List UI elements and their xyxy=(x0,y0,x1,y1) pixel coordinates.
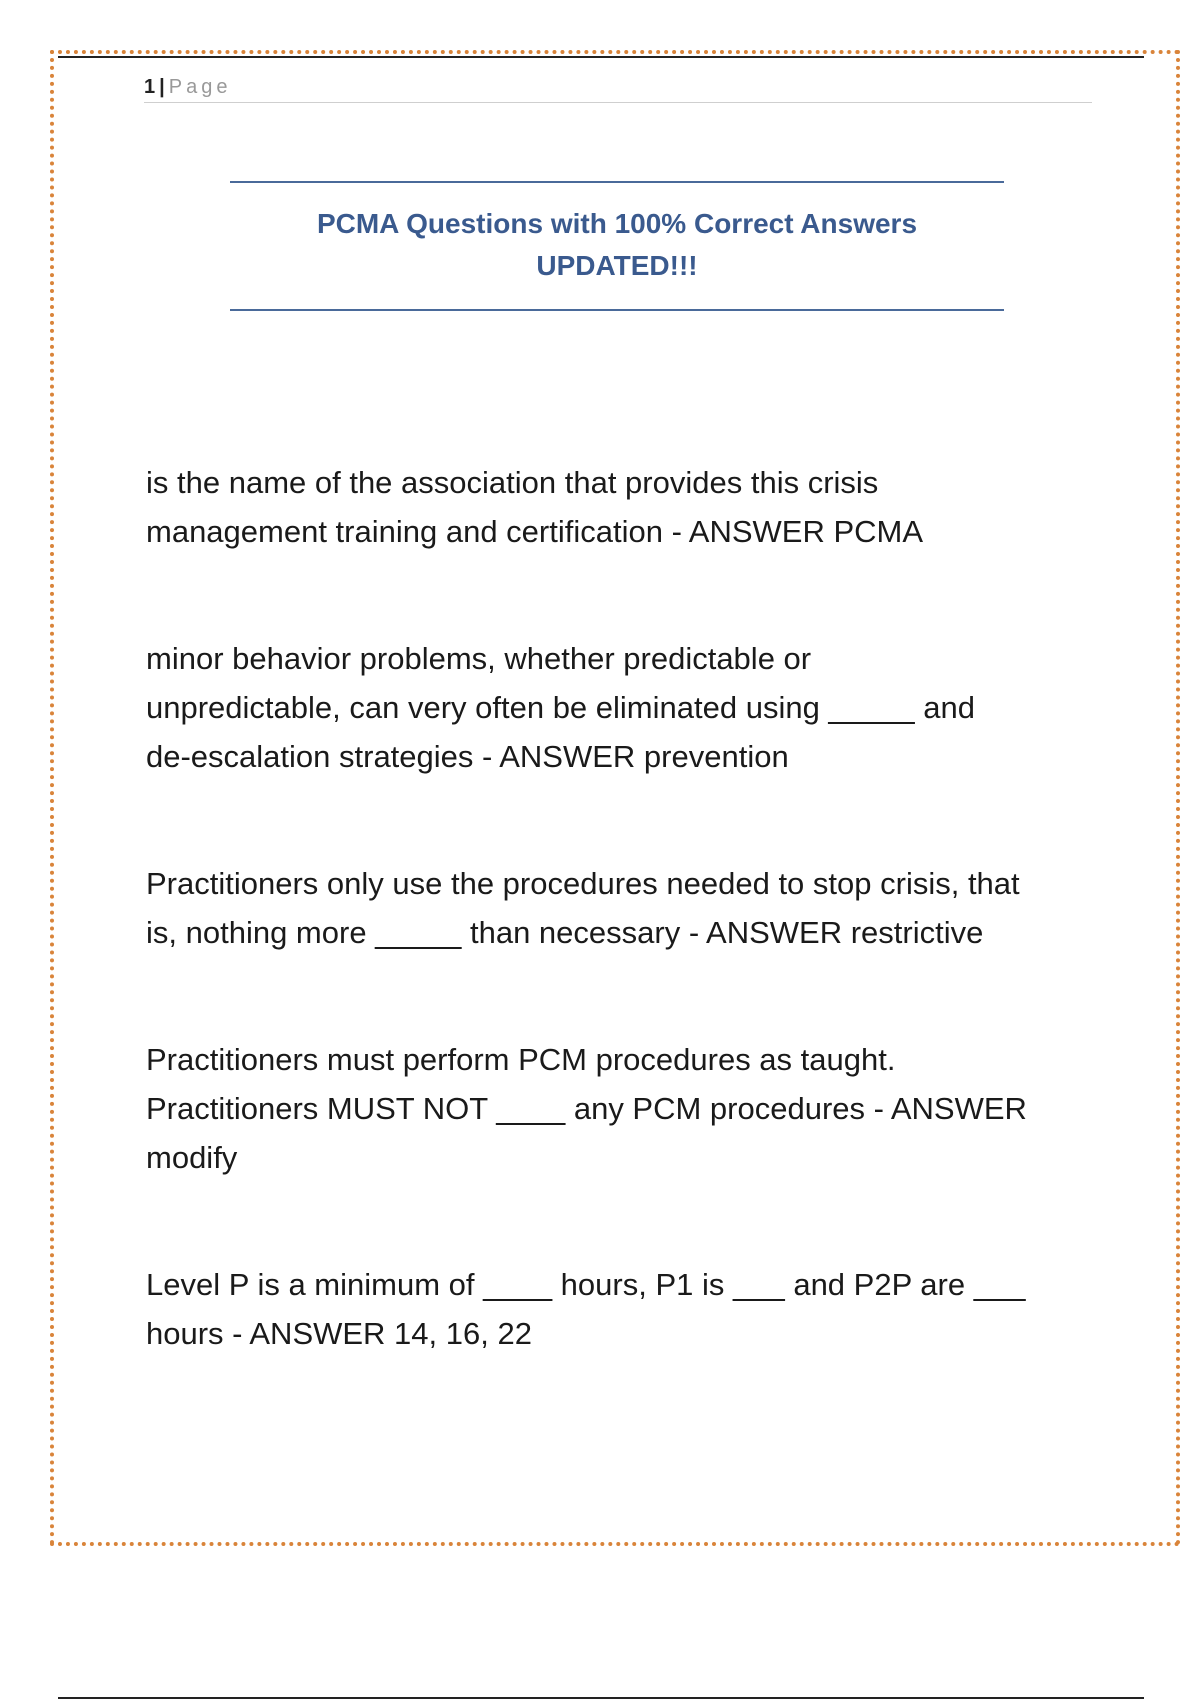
page-header xyxy=(144,74,1092,103)
question-item xyxy=(146,458,1096,556)
document-title xyxy=(230,181,1004,311)
question-line: hours - ANSWER 14, 16, 22 xyxy=(146,1316,532,1351)
question-line: modify xyxy=(146,1140,238,1175)
question-line: Level P is a minimum of ____ hours, P1 is ___ and P2P are ___ xyxy=(146,1267,1026,1302)
question-line: minor behavior problems, whether predictable or xyxy=(146,641,812,676)
question-line: is the name of the association that provides this crisis xyxy=(146,465,879,500)
question-line: unpredictable, can very often be eliminated using _____ and xyxy=(146,690,975,725)
question-item xyxy=(146,634,1096,781)
question-item xyxy=(146,859,1096,957)
title-line-1: PCMA Questions with 100% Correct Answers xyxy=(316,208,918,239)
question-line: management training and certification - ANSWER PCMA xyxy=(146,514,924,549)
question-line: de-escalation strategies - ANSWER prevention xyxy=(146,739,789,774)
question-item xyxy=(146,1260,1096,1358)
bottom-rule xyxy=(58,1697,1144,1699)
title-line-2: UPDATED!!! xyxy=(536,250,698,281)
question-line: Practitioners only use the procedures needed to stop crisis, that xyxy=(146,866,1020,901)
question-item xyxy=(146,1035,1096,1182)
question-line: is, nothing more _____ than necessary - ANSWER restrictive xyxy=(146,915,984,950)
header-separator: | xyxy=(159,76,165,98)
question-line: Practitioners must perform PCM procedures as taught. xyxy=(146,1042,896,1077)
top-rule xyxy=(58,56,1144,58)
question-list xyxy=(146,458,1096,1358)
question-line: Practitioners MUST NOT ____ any PCM procedures - ANSWER xyxy=(146,1091,1027,1126)
page-label: Page xyxy=(168,76,232,98)
page-number: 1 xyxy=(144,76,156,98)
